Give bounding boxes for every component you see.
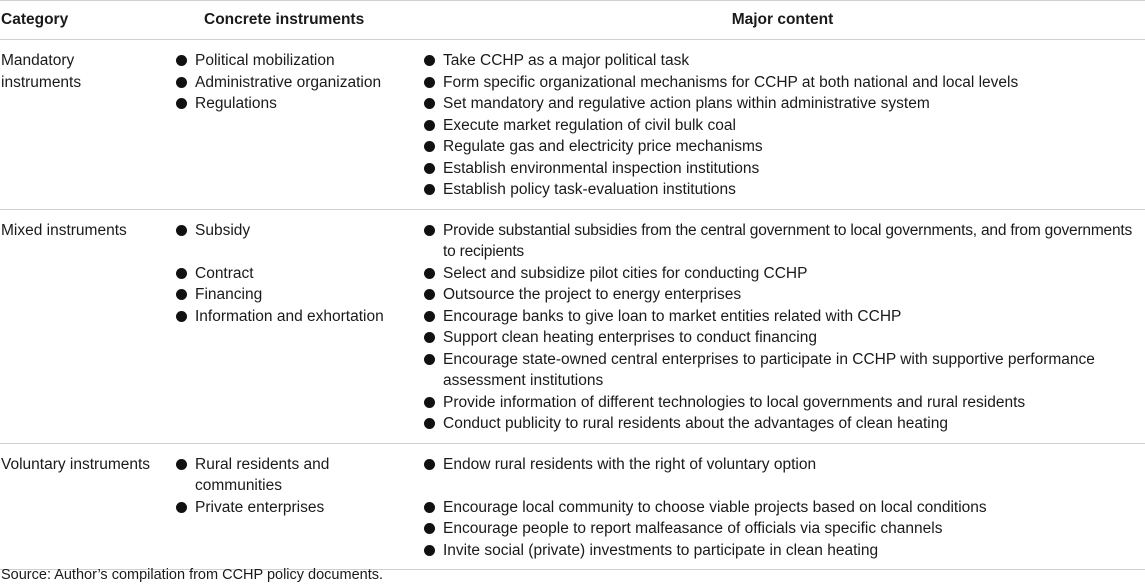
category-line: Mandatory	[1, 52, 75, 69]
instrument-item: Contract	[173, 263, 419, 285]
source-note: Source: Author’s compilation from CCHP policy documents.	[1, 567, 384, 583]
instrument-item: Private enterprises	[173, 497, 419, 519]
content-item: Provide substantial subsidies from the central government to local governments, and from governments to recipients	[421, 220, 1144, 263]
content-item: Execute market regulation of civil bulk coal	[421, 115, 1144, 137]
instrument-item: Financing	[173, 284, 419, 306]
instrument-item: Information and exhortation	[173, 306, 419, 328]
content-item: Invite social (private) investments to participate in clean heating	[421, 540, 1144, 562]
table-row	[0, 40, 1145, 210]
category-line: instruments	[1, 73, 82, 91]
instruments-cell	[170, 40, 420, 210]
header-instruments: Concrete instruments	[170, 1, 420, 40]
content-cell	[420, 443, 1145, 570]
content-item: Form specific organizational mechanisms for CCHP at both national and local levels	[421, 72, 1144, 94]
content-item: Encourage banks to give loan to market entities related with CCHP	[421, 306, 1144, 328]
content-item: Take CCHP as a major political task	[421, 50, 1144, 72]
content-item: Conduct publicity to rural residents about the advantages of clean heating	[421, 413, 1144, 435]
content-item: Encourage local community to choose viable projects based on local conditions	[421, 497, 1144, 519]
category-cell	[0, 443, 170, 570]
content-cell	[420, 209, 1145, 443]
instrument-item: Regulations	[173, 93, 419, 115]
content-item: Encourage state-owned central enterprises to participate in CCHP with supportive performance assessment institutions	[421, 349, 1144, 392]
content-item: Regulate gas and electricity price mechanisms	[421, 136, 1144, 158]
content-item: Support clean heating enterprises to conduct financing	[421, 327, 1144, 349]
instrument-item: Rural residents and communities	[173, 454, 345, 497]
content-item: Establish policy task-evaluation institutions	[421, 179, 1144, 201]
category-cell	[0, 209, 170, 443]
content-item: Establish environmental inspection institutions	[421, 158, 1144, 180]
content-item: Outsource the project to energy enterprises	[421, 284, 1144, 306]
table-row	[0, 209, 1145, 443]
content-item: Endow rural residents with the right of voluntary option	[421, 454, 1144, 476]
content-cell	[420, 40, 1145, 210]
instrument-item: Administrative organization	[173, 72, 419, 94]
content-item: Provide information of different technologies to local governments and rural residents	[421, 392, 1144, 414]
header-content: Major content	[420, 1, 1145, 40]
instrument-item: Subsidy	[173, 220, 419, 242]
header-category: Category	[0, 1, 170, 40]
category-line: Mixed instruments	[1, 221, 127, 239]
content-item: Encourage people to report malfeasance of officials via specific channels	[421, 518, 1144, 540]
instruments-cell	[170, 209, 420, 443]
instrument-item: Political mobilization	[173, 50, 419, 72]
content-item: Select and subsidize pilot cities for conducting CCHP	[421, 263, 1144, 285]
header-row	[0, 1, 1145, 40]
category-line: Voluntary instruments	[1, 455, 151, 473]
table-row	[0, 443, 1145, 570]
instruments-cell	[170, 443, 420, 570]
content-item: Set mandatory and regulative action plans within administrative system	[421, 93, 1144, 115]
category-cell	[0, 40, 170, 210]
